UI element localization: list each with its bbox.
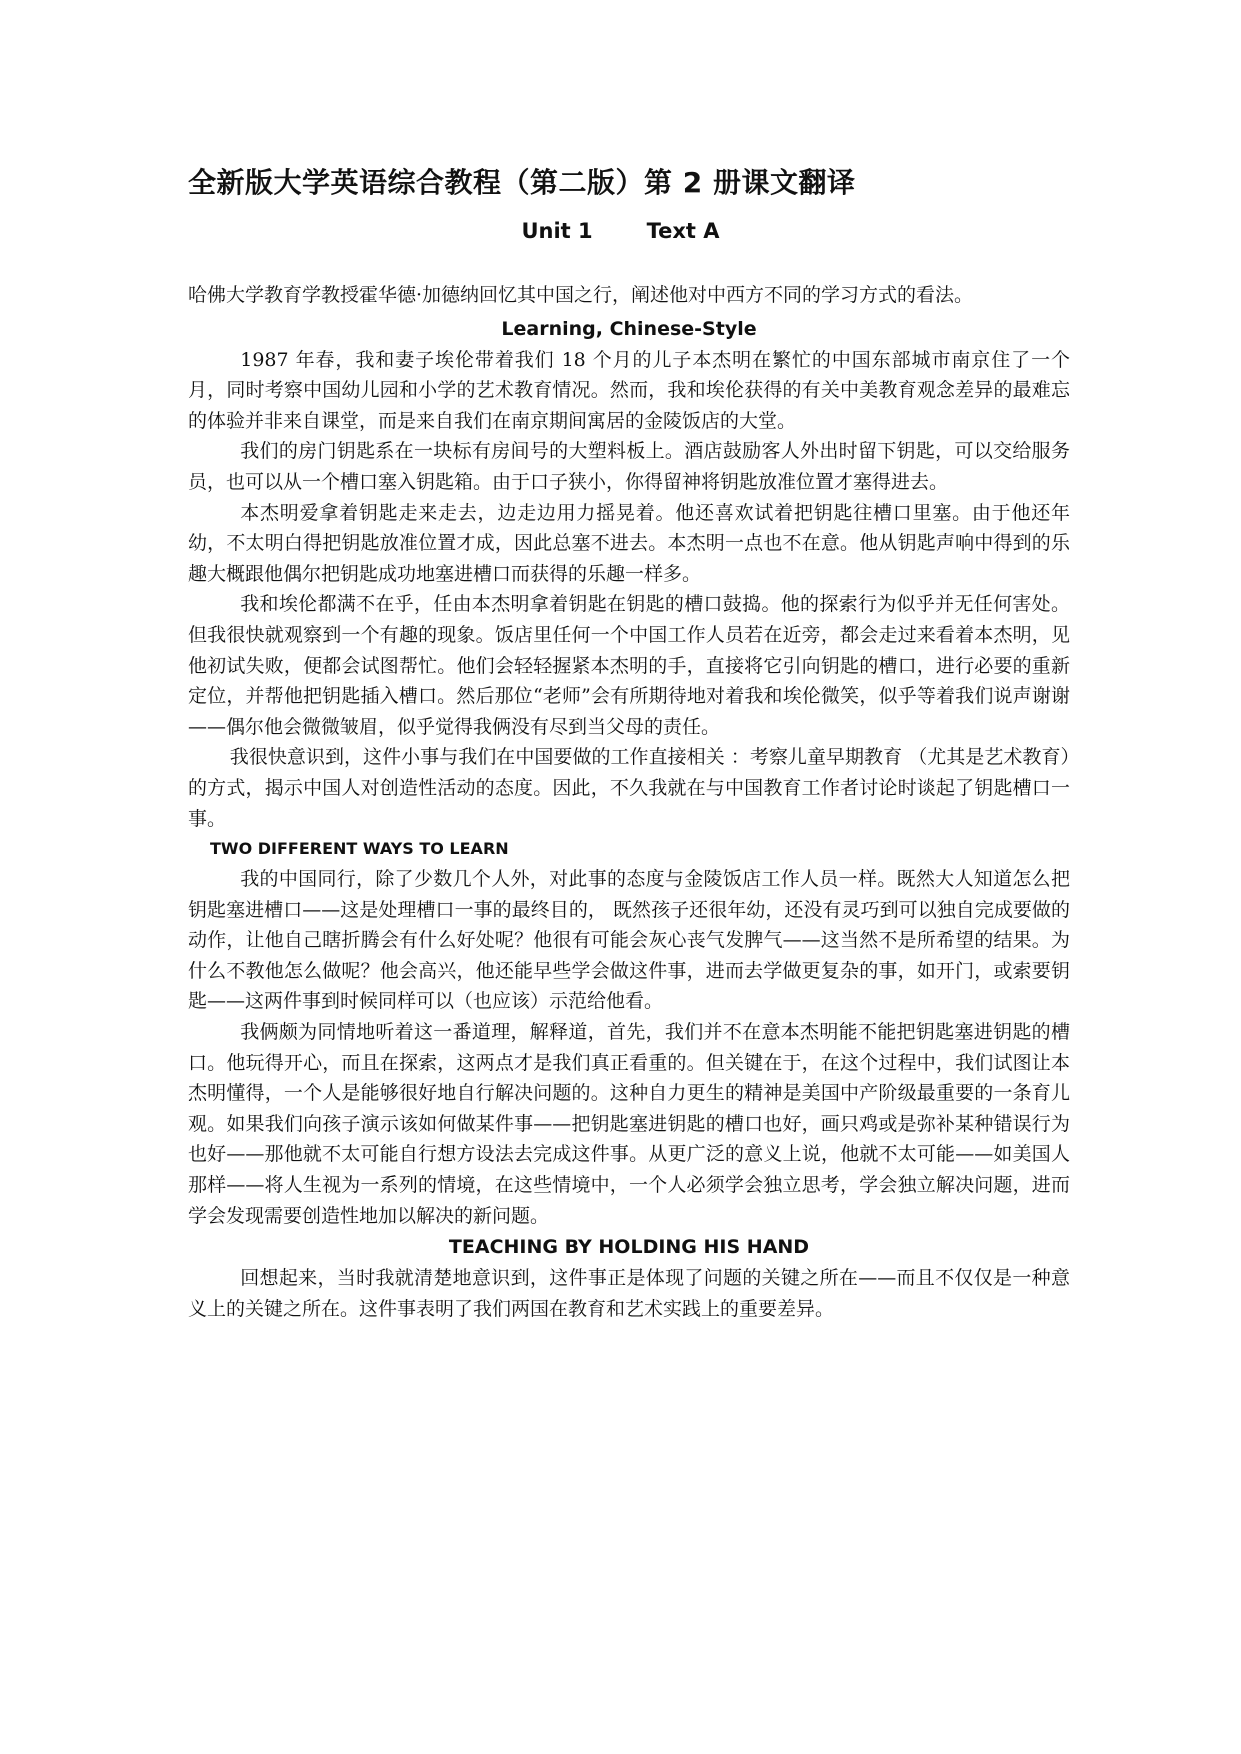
document-body bbox=[188, 280, 1070, 1324]
body-paragraph: 我很快意识到，这件小事与我们在中国要做的工作直接相关 ：考察儿童早期教育 （尤其是艺术教育）的方式，揭示中国人对创造性活动的态度。因此，不久我就在与中国教育工作者讨论时谈起了钥匙槽口一事。 bbox=[188, 746, 1070, 830]
body-paragraph: 我俩颇为同情地听着这一番道理，解释道，首先，我们并不在意本杰明能不能把钥匙塞进钥匙的槽口。他玩得开心，而且在探索，这两点才是我们真正看重的。但关键在于，在这个过程中，我们试图让本杰明懂得，一个人是能够很好地自行解决问题的。这种自力更生的精神是美国中产阶级最重要的一条育儿观。如果我们向孩子演示该如何做某件事——把钥匙塞进钥匙的槽口也好，画只鸡或是弥补某种错误行为也好——那他就不太可能自行想方设法去完成这件事。从更广泛的意义上说，他就不太可能——如美国人那样——将人生视为一系列的情境，在这些情境中，一个人必须学会独立思考，学会独立解决问题，进而学会发现需要创造性地加以解决的新问题。 bbox=[188, 1021, 1070, 1227]
text-label: Text A bbox=[646, 219, 720, 243]
unit-label: Unit 1 bbox=[521, 219, 593, 243]
unit-header bbox=[0, 214, 1241, 248]
body-paragraph: 回想起来，当时我就清楚地意识到，这件事正是体现了问题的关键之所在——而且不仅仅是一种意义上的关键之所在。这件事表明了我们两国在教育和艺术实践上的重要差异。 bbox=[188, 1267, 1070, 1320]
document-title: 全新版大学英语综合教程（第二版）第 2 册课文翻译 bbox=[188, 166, 856, 199]
body-paragraph: 我们的房门钥匙系在一块标有房间号的大塑料板上。酒店鼓励客人外出时留下钥匙，可以交给服务员，也可以从一个槽口塞入钥匙箱。由于口子狭小，你得留神将钥匙放准位置才塞得进去。 bbox=[188, 440, 1070, 493]
body-paragraph: 1987 年春，我和妻子埃伦带着我们 18 个月的儿子本杰明在繁忙的中国东部城市南京住了一个月，同时考察中国幼儿园和小学的艺术教育情况。然而，我和埃伦获得的有关中美教育观念差异的最难忘的体验并非来自课堂，而是来自我们在南京期间寓居的金陵饭店的大堂。 bbox=[188, 348, 1070, 432]
body-paragraph: 我的中国同行，除了少数几个人外，对此事的态度与金陵饭店工作人员一样。既然大人知道怎么把钥匙塞进槽口——这是处理槽口一事的最终目的， 既然孩子还很年幼，还没有灵巧到可以独自完成要做的动作，让他自己瞎折腾会有什么好处呢？他很有可能会灰心丧气发脾气——这当然不是所希望的结果。为什么不教他怎么做呢？他会高兴，他还能早些学会做这件事，进而去学做更复杂的事，如开门，或索要钥匙——这两件事到时候同样可以（也应该）示范给他看。 bbox=[188, 868, 1070, 1013]
body-paragraph: 本杰明爱拿着钥匙走来走去，边走边用力摇晃着。他还喜欢试着把钥匙往槽口里塞。由于他还年幼，不太明白得把钥匙放准位置才成，因此总塞不进去。本杰明一点也不在意。他从钥匙声响中得到的乐趣大概跟他偶尔把钥匙成功地塞进槽口而获得的乐趣一样多。 bbox=[188, 501, 1070, 585]
section-heading: TWO DIFFERENT WAYS TO LEARN bbox=[210, 839, 509, 859]
intro-paragraph: 哈佛大学教育学教授霍华德·加德纳回忆其中国之行，阐述他对中西方不同的学习方式的看法。 bbox=[188, 284, 974, 306]
section-heading: TEACHING BY HOLDING HIS HAND bbox=[448, 1236, 810, 1259]
article-title: Learning, Chinese-Style bbox=[501, 317, 757, 340]
body-paragraph: 我和埃伦都满不在乎，任由本杰明拿着钥匙在钥匙的槽口鼓捣。他的探索行为似乎并无任何害处。但我很快就观察到一个有趣的现象。饭店里任何一个中国工作人员若在近旁，都会走过来看着本杰明，见他初试失败，便都会试图帮忙。他们会轻轻握紧本杰明的手，直接将它引向钥匙的槽口，进行必要的重新定位，并帮他把钥匙插入槽口。然后那位“老师”会有所期待地对着我和埃伦微笑，似乎等着我们说声谢谢——偶尔他会微微皱眉，似乎觉得我俩没有尽到当父母的责任。 bbox=[188, 593, 1070, 738]
